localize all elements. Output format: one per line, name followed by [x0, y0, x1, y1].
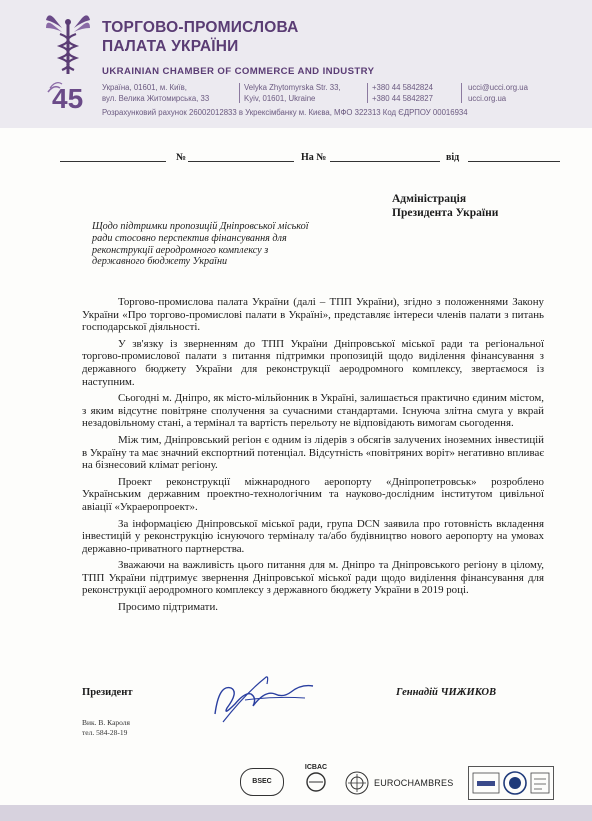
body-paragraph: Між тим, Дніпровський регіон є одним із лідерів з обсягів залучених іноземних інвестицій в Україну та має значний експортний потенціал. Відсутність «повітряних воріт» негативно впливає на бізнесовий клімат регіону. [82, 433, 544, 472]
org-name-en: UKRAINIAN CHAMBER OF COMMERCE AND INDUSTRY [102, 66, 375, 77]
signatory-title: Президент [82, 687, 133, 698]
icbac-logo [300, 764, 332, 798]
addressee-line2: Президента України [392, 207, 499, 219]
reference-line [60, 152, 560, 166]
address-en-line2: Kyiv, 01601, Ukraine [244, 93, 316, 103]
ref-to-number-field [330, 161, 440, 162]
address-uk [102, 83, 209, 104]
address-en-line1: Velyka Zhytomyrska Str. 33, [244, 83, 341, 92]
phones [372, 83, 433, 104]
email-1: ucci@ucci.org.ua [468, 83, 528, 92]
certification-seal-icon [469, 767, 553, 799]
closing-paragraph: Просимо підтримати. [118, 601, 218, 614]
ref-to-number-label: На № [301, 152, 327, 163]
ref-number-line [60, 161, 166, 162]
handwritten-signature-icon [205, 664, 325, 726]
address-uk-line2: вул. Велика Житомирська, 33 [102, 93, 210, 103]
body-paragraph: Зважаючи на важливість цього питання для м. Дніпро та Дніпровського регіону в цілому, ТПП України підтримує звернення Дніпровської міської ради щодо виділення фінансування для реконструкції аеродромного комплексу з державного бюджету України в 2019 році. [82, 559, 544, 597]
footer-band [0, 805, 592, 821]
header-divider [239, 83, 240, 103]
bank-details: Розрахунковий рахунок 26002012833 в Укрексімбанку м. Києва, МФО 322313 Код ЄДРПОУ 00016934 [102, 108, 468, 117]
body-paragraph: Проект реконструкції міжнародного аеропорту «Дніпропетровськ» розроблено Українським державним проектно-технологічним та науково-дослідним інститутом цивільної авіації «Украеропроект». [82, 475, 544, 513]
address-uk-line1: Україна, 01601, м. Київ, [102, 83, 187, 92]
header-divider [461, 83, 462, 103]
ref-number-field [188, 161, 294, 162]
ref-date-field [468, 161, 560, 162]
letter-body [82, 296, 544, 618]
letterhead [0, 0, 592, 128]
body-paragraph: За інформацією Дніпровської міської ради, група DCN заявила про готовність вкладення інвестицій у реконструкцію існуючого терміналу та/або будівництво нового аеропорту на умовах державно-приватного партнерства. [82, 517, 544, 555]
signatory-name: Геннадій ЧИЖИКОВ [396, 687, 497, 698]
phone-1: +380 44 5842824 [372, 83, 433, 92]
body-paragraph: Торгово-промислова палата України (далі – ТПП України), згідно з положеннями Закону України «Про торгово-промислові палати в Україні», представляє інтереси членів палати з питань господарської діяльності. [82, 296, 544, 334]
executor-info [82, 718, 130, 738]
partner-logos [240, 764, 560, 800]
eurochambres-label: EUROCHAMBRES [374, 778, 454, 788]
icbac-label: ICBAC [304, 764, 328, 771]
anniversary-mark: 45 [52, 83, 84, 114]
phone-2: +380 44 5842827 [372, 93, 433, 103]
addressee [392, 192, 498, 220]
emails [468, 83, 528, 104]
address-en [244, 83, 341, 104]
eurochambres-emblem-icon [344, 770, 370, 796]
website: ucci.org.ua [468, 93, 507, 103]
icbac-emblem-icon [304, 771, 328, 793]
body-paragraph: Сьогодні м. Дніпро, як місто-мільйонник в Україні, залишається практично єдиним містом, з яким відсутнє повітряне сполучення за сучасними стандартами. Існуюча злітна смуга у вкрай незадовільному стані, а термінал та вартість перельоту не відповідають вимогам сьогодення. [82, 392, 544, 430]
eurochambres-logo [344, 770, 454, 796]
org-name-uk-line2: ПАЛАТА УКРАЇНИ [102, 38, 239, 55]
executor-name: Вик. В. Кароля [82, 718, 130, 727]
org-name-uk-line1: ТОРГОВО-ПРОМИСЛОВА [102, 19, 299, 36]
body-paragraph: У зв'язку із зверненням до ТПП України Дніпровської міської ради та регіональної торгово-промислової палати з питання підтримки пропозицій щодо виділення фінансування з державного бюджету України для реконструкції аеродромного комплексу, звертаємося із наступним. [82, 337, 544, 388]
bsec-logo: BSEC [240, 768, 284, 796]
certification-badges [468, 766, 554, 800]
org-name-uk [102, 18, 298, 56]
header-divider [367, 83, 368, 103]
letter-subject: Щодо підтримки пропозицій Дніпровської міської ради стосовно перспектив фінансування для реконструкції аеродромного комплексу з державного бюджету України [92, 221, 309, 268]
addressee-line1: Адміністрація [392, 193, 467, 205]
executor-phone: тел. 584-28-19 [82, 728, 128, 737]
ref-number-label: № [176, 152, 187, 163]
ref-from-label: від [446, 152, 460, 163]
